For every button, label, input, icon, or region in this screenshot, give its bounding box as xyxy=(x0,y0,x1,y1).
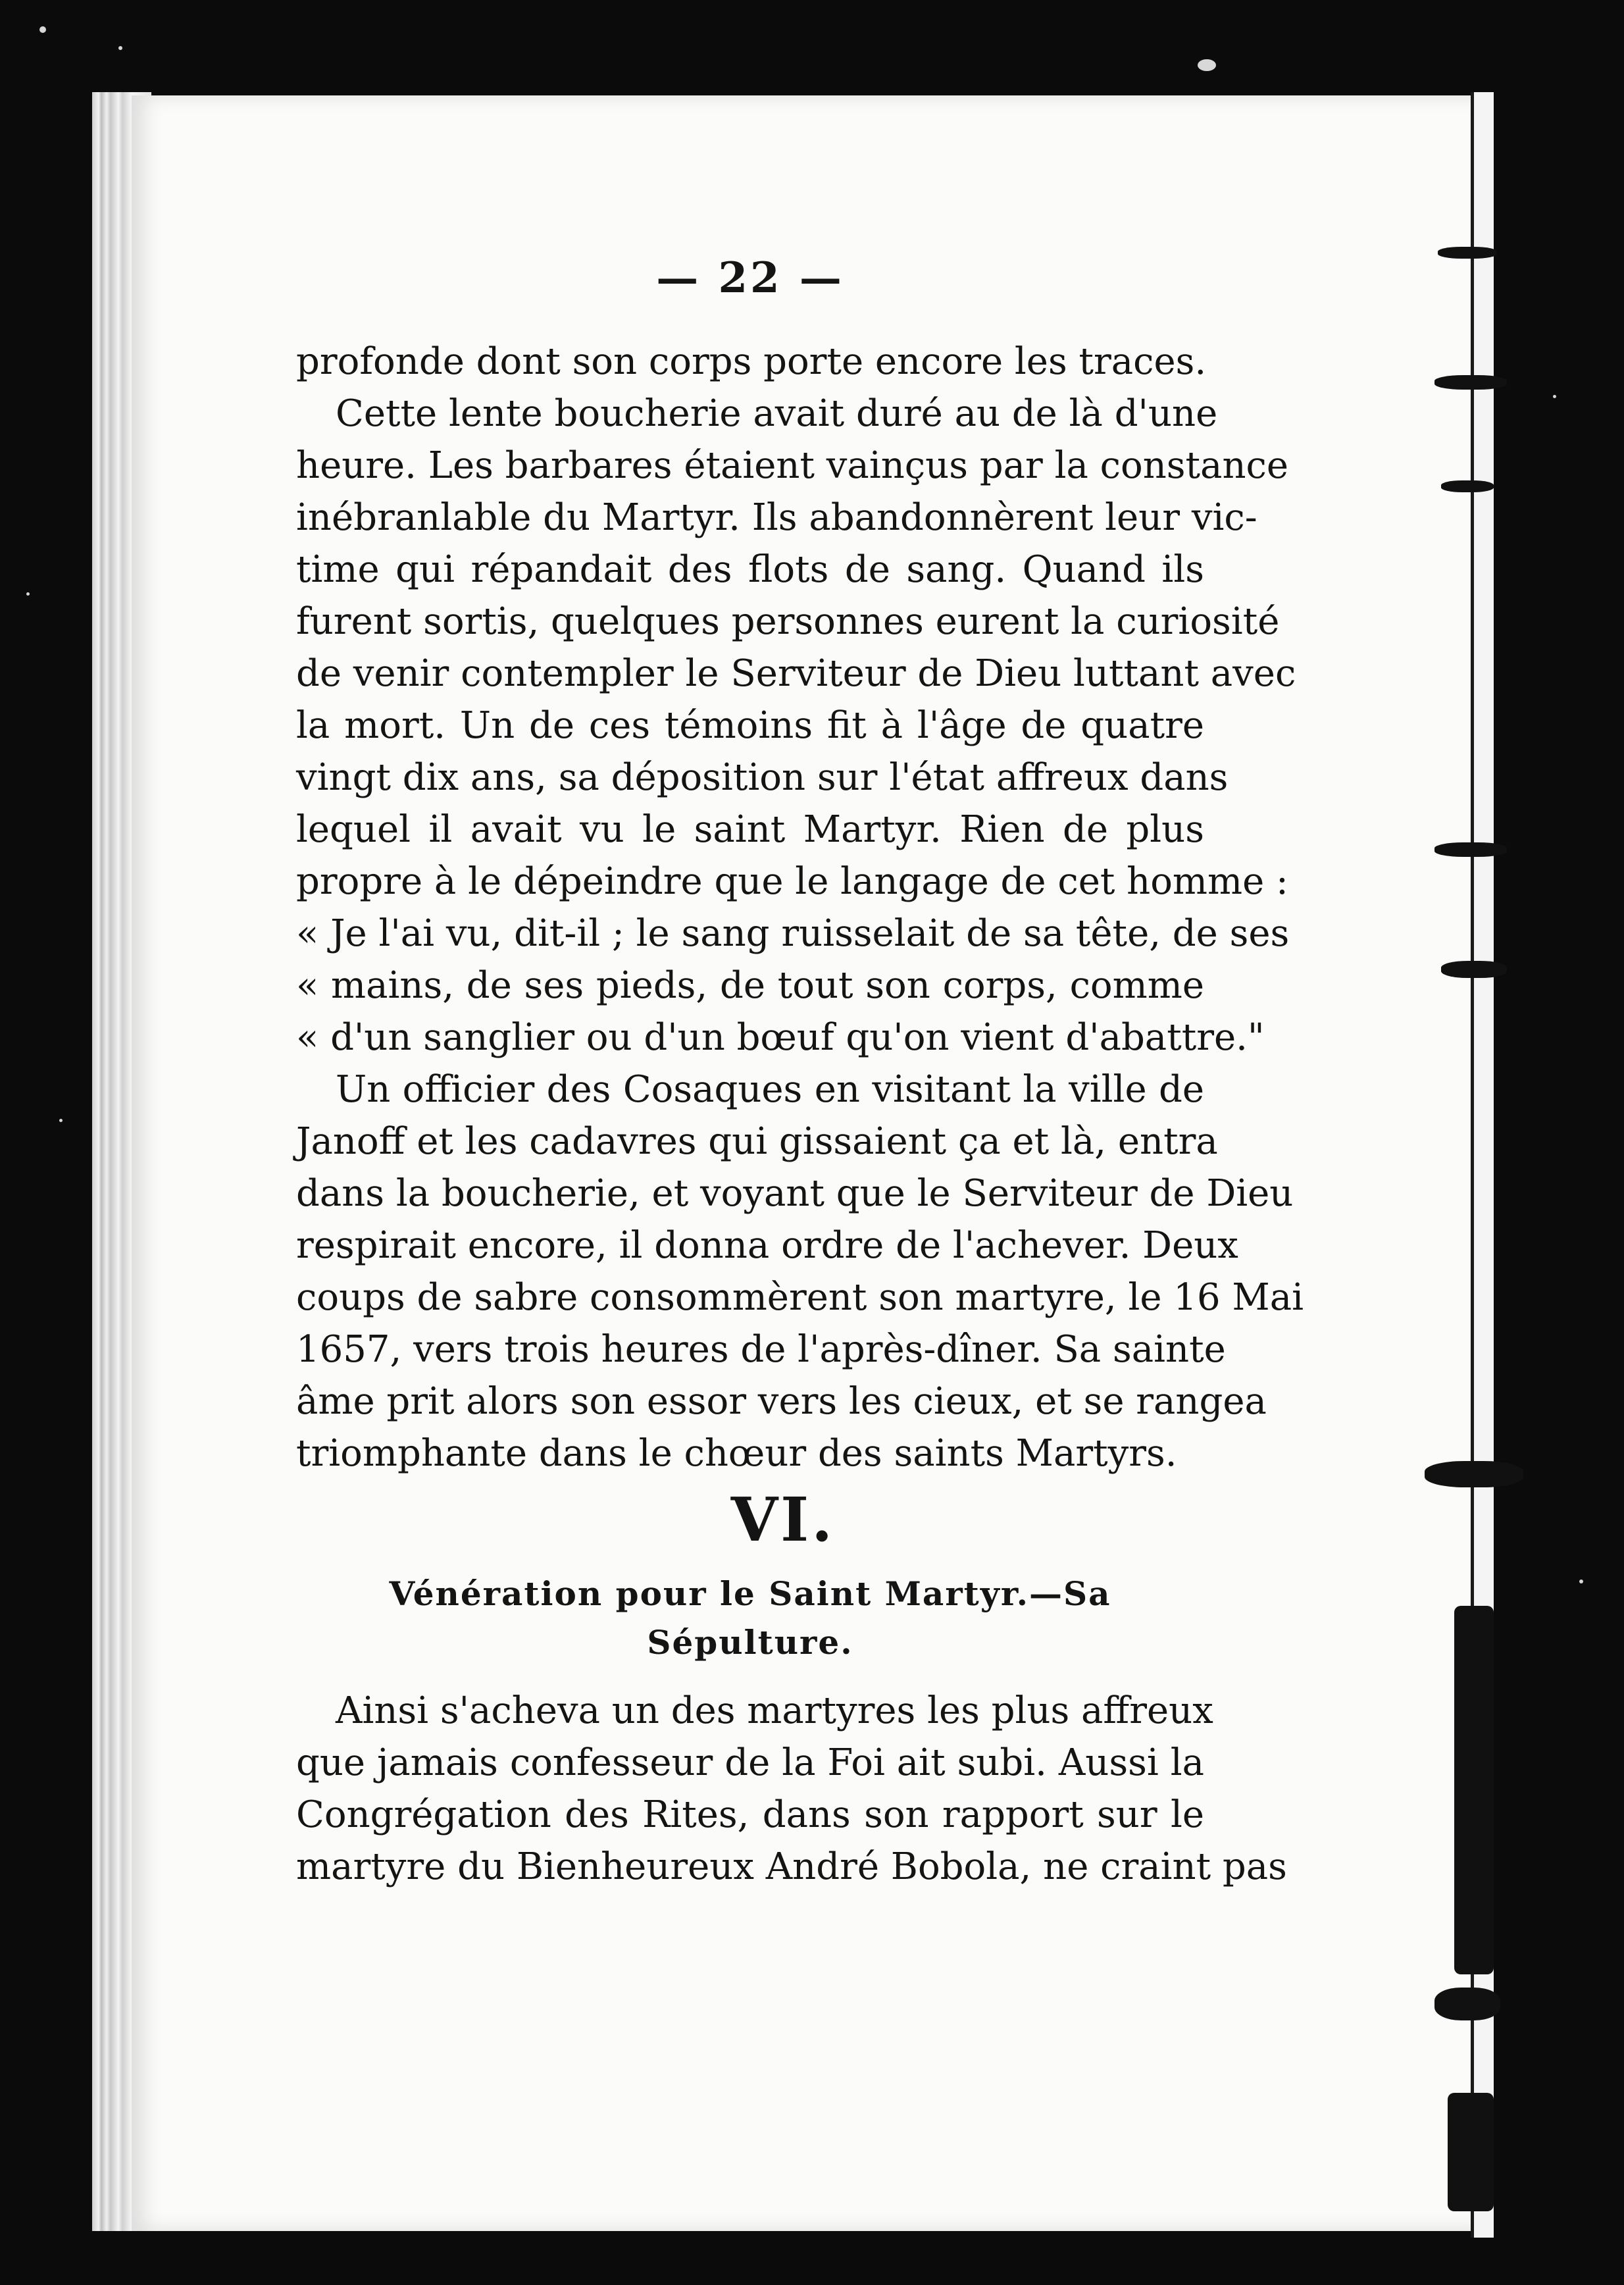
binding-thread-mark xyxy=(1434,842,1507,857)
text-line: « d'un sanglier ou d'un bœuf qu'on vient d'abattre." xyxy=(296,1016,1265,1059)
scan-speck xyxy=(1198,59,1216,71)
scan-speck xyxy=(59,1119,63,1122)
section-title-line: Sépulture. xyxy=(647,1623,853,1662)
text-line: 1657, vers trois heures de l'après-dîner. Sa sainte xyxy=(296,1328,1226,1371)
section-title xyxy=(296,1570,1204,1667)
text-line: « mains, de ses pieds, de tout son corps, comme xyxy=(296,964,1204,1007)
text-line: de venir contempler le Serviteur de Dieu luttant avec xyxy=(296,652,1296,695)
scan-speck xyxy=(39,26,46,33)
text-line: dans la boucherie, et voyant que le Serviteur de Dieu xyxy=(296,1172,1294,1215)
binding-thread-mark xyxy=(1434,1988,1500,2020)
text-line: Ainsi s'acheva un des martyres les plus affreux xyxy=(336,1689,1213,1732)
text-line: Un officier des Cosaques en visitant la ville de xyxy=(336,1068,1204,1111)
paragraph-officer xyxy=(296,1064,1304,1479)
text-line: coups de sabre consommèrent son martyre, le 16 Mai xyxy=(296,1276,1304,1319)
text-line: respirait encore, il donna ordre de l'achever. Deux xyxy=(296,1224,1238,1267)
text-line: propre à le dépeindre que le langage de cet homme : xyxy=(296,860,1288,903)
text-line: vingt dix ans, sa déposition sur l'état affreux dans xyxy=(296,756,1229,799)
scan-speck xyxy=(26,592,30,596)
text-line: âme prit alors son essor vers les cieux, et se rangea xyxy=(296,1380,1267,1423)
page-number: — 22 — xyxy=(656,253,844,303)
text-line: inébranlable du Martyr. Ils abandonnèrent leur vic- xyxy=(296,496,1257,539)
text-line: time qui répandait des flots de sang. Quand ils xyxy=(296,548,1204,591)
paragraph-veneration xyxy=(296,1685,1287,1893)
text-line: profonde dont son corps porte encore les traces. xyxy=(296,340,1207,383)
binding-thread-mark xyxy=(1441,961,1507,978)
binding-thread-mark xyxy=(1434,375,1507,390)
scan-speck xyxy=(1553,395,1556,398)
binding-torn-edge xyxy=(1448,2093,1494,2211)
text-line: martyre du Bienheureux André Bobola, ne craint pas xyxy=(296,1845,1287,1888)
text-line: lequel il avait vu le saint Martyr. Rien de plus xyxy=(296,808,1204,851)
binding-thread-mark xyxy=(1438,247,1497,259)
text-line: triomphante dans le chœur des saints Martyrs. xyxy=(296,1432,1177,1475)
section-number: VI. xyxy=(730,1484,836,1555)
text-line: que jamais confesseur de la Foi ait subi. Aussi la xyxy=(296,1741,1204,1784)
binding-thread-mark xyxy=(1441,480,1494,492)
scan-speck xyxy=(1579,1579,1583,1583)
text-line: heure. Les barbares étaient vainçus par la constance xyxy=(296,444,1289,487)
text-line: Congrégation des Rites, dans son rapport sur le xyxy=(296,1793,1204,1836)
text-line: Janoff et les cadavres qui gissaient ça et là, entra xyxy=(296,1120,1218,1163)
text-line: la mort. Un de ces témoins fit à l'âge de quatre xyxy=(296,704,1204,747)
text-line: furent sortis, quelques personnes eurent la curiosité xyxy=(296,600,1280,643)
text-line: « Je l'ai vu, dit-il ; le sang ruisselait de sa tête, de ses xyxy=(296,912,1290,955)
section-title-line: Vénération pour le Saint Martyr.—Sa xyxy=(389,1574,1111,1613)
text-line: Cette lente boucherie avait duré au de là d'une xyxy=(336,392,1218,435)
binding-torn-edge xyxy=(1454,1606,1494,1974)
binding-thread-mark xyxy=(1425,1461,1523,1487)
scan-speck xyxy=(118,46,122,50)
book-binding xyxy=(1471,92,1494,2238)
paragraph-continuation xyxy=(296,336,1296,1064)
